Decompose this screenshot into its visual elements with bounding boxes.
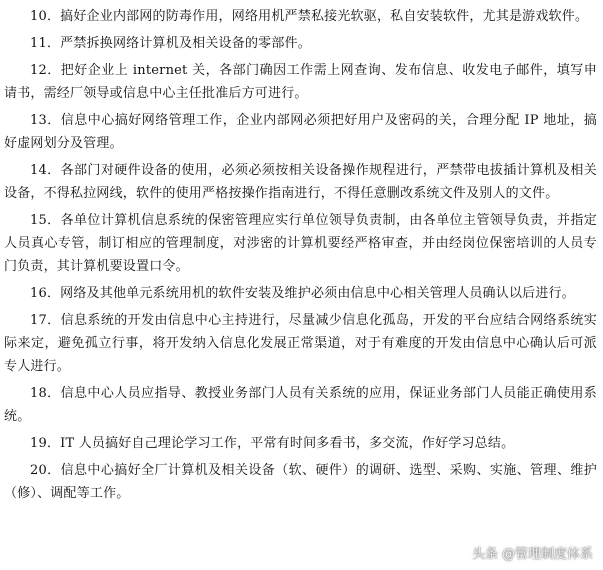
rule-paragraph-11: 11．严禁拆换网络计算机及相关设备的零部件。 bbox=[30, 36, 311, 51]
rule-paragraph-15: 15．各单位计算机信息系统的保密管理应实行单位领导负责制，由各单位主管领导负责，并指定人员真心专管，制订相应的管理制度，对涉密的计算机要经严格审查，并由经岗位保密培训的人员专门负责，其计算机要设置口令。 bbox=[4, 213, 597, 274]
rule-paragraph-18: 18．信息中心人员应指导、教授业务部门人员有关系统的应用，保证业务部门人员能正确使用系统。 bbox=[4, 386, 597, 424]
rule-paragraph-19: 19．IT 人员搞好自己理论学习工作，平常有时间多看书，多交流，作好学习总结。 bbox=[30, 436, 515, 451]
rule-paragraph-13: 13．信息中心搞好网络管理工作，企业内部网必须把好用户及密码的关，合理分配 IP 地址，搞好虚网划分及管理。 bbox=[4, 113, 597, 151]
watermark bbox=[472, 543, 593, 562]
rule-paragraph-20: 20．信息中心搞好全厂计算机及相关设备（软、硬件）的调研、选型、采购、实施、管理、维护（修）、调配等工作。 bbox=[4, 463, 597, 501]
rule-paragraph-17: 17．信息系统的开发由信息中心主持进行，尽量减少信息化孤岛，开发的平台应结合网络系统实际来定，避免孤立行事，将开发纳入信息化发展正常渠道，对于有难度的开发由信息中心确认后可派专人进行。 bbox=[4, 313, 597, 374]
rule-paragraph-16: 16．网络及其他单元系统用机的软件安装及维护必须由信息中心相关管理人员确认以后进行。 bbox=[30, 286, 575, 301]
watermark-author: @管理制度体系 bbox=[501, 547, 593, 562]
rule-paragraph-12: 12．把好企业上 internet 关，各部门确因工作需上网查询、发布信息、收发电子邮件，填写申请书，需经厂领导或信息中心主任批准后方可进行。 bbox=[4, 63, 597, 101]
rule-paragraph-10: 10．搞好企业内部网的防毒作用，网络用机严禁私接光软驱，私自安装软件，尤其是游戏软件。 bbox=[30, 9, 589, 24]
rule-paragraph-14: 14．各部门对硬件设备的使用，必须必须按相关设备操作规程进行，严禁带电拔插计算机及相关设备，不得私拉网线，软件的使用严格按操作指南进行，不得任意删改系统文件及别人的文件。 bbox=[4, 163, 597, 201]
watermark-platform: 头条 bbox=[471, 547, 498, 562]
